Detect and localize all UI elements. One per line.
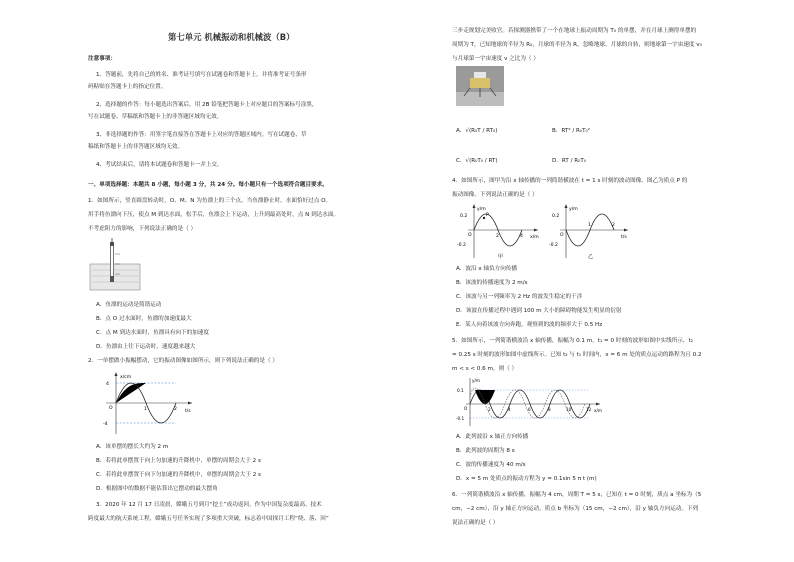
q2-tick: 2 xyxy=(174,407,177,412)
q5-xlabel: x/m xyxy=(594,408,602,413)
q6-line: 说法正确的是（ ） xyxy=(452,520,499,526)
q1-option: C．点 M 到达水面时，鱼漂具有向下的加速度 xyxy=(96,330,209,336)
q2-option: C．若将此单摆置于向下匀加速的升降机中，单摆的周期会大于 2 s xyxy=(96,472,261,478)
q5-tick: 6 xyxy=(528,407,531,412)
q3-line: 3．2020 年 12 月 17 日凌晨，嫦娥五号到月“挖土”成功返回。作为中国复杂度最高、技术 xyxy=(96,502,322,508)
notice-line: 4、考试结束后，请将本试题卷和答题卡一并上交。 xyxy=(96,162,223,168)
jia-tick: 4 xyxy=(520,234,523,239)
q2-option: D．根据图中的数据不能估算出它摆动的最大摆角 xyxy=(96,486,218,492)
notice-line: 2、选择题的作答：每小题选出答案后，用 2B 铅笔把答题卡上对应题目的答案标号涂黑， xyxy=(96,102,318,108)
q3-line: 三步走规划完美收官。若探测器携带了一个在地球上振动周期为 T₀ 的单摆，并在月球上测得单摆的 xyxy=(452,28,697,34)
q1-line: 1．如图所示，竖直圆盘转动时，O、M、N 为鱼漂上的三个点。当鱼漂静止时，水面恰好过点 O。 xyxy=(88,198,332,204)
q5-ymin: -0.1 xyxy=(456,416,465,421)
q4-option: C．该波与另一列频率为 2 Hz 的波发生稳定的干涉 xyxy=(456,294,583,300)
yi-ymax: 0.2 xyxy=(552,214,560,219)
yi-ymin: -0.2 xyxy=(549,243,558,248)
q2-ylabel: x/cm xyxy=(120,375,132,380)
yi-tick: 1 xyxy=(588,223,591,228)
q5-tick: 8 xyxy=(548,407,551,412)
q3-line: 周期为 T，已知地球的半径为 R₀，月球的半径为 R，忽略地球、月球的自转，则地球第一宇宙速度 v₀ xyxy=(452,42,702,48)
q2-oscillation-graph xyxy=(96,370,196,436)
q5-ymax: 0.1 xyxy=(457,388,464,393)
jia-tick: 2 xyxy=(496,234,499,239)
q2-tick: 1 xyxy=(144,407,147,412)
q1-option: A．鱼漂的运动是简谐运动 xyxy=(96,302,162,308)
yi-xlabel: t/s xyxy=(621,235,627,240)
jia-ymin: -0.2 xyxy=(457,243,466,248)
q4-option: E．某人向着该波方向奔跑，观察到的波的频率大于 0.5 Hz xyxy=(456,322,603,328)
q2-xlabel: t/s xyxy=(185,409,191,414)
q3-option: B．RT² / R₀T₀² xyxy=(552,128,591,134)
jia-ylabel: y/m xyxy=(477,207,486,212)
jia-ymax: 0.2 xyxy=(460,214,468,219)
q2-option: B．若将此单摆置于向上匀加速的升降机中，单摆的周期会大于 2 s xyxy=(96,458,261,464)
q3-line: 与月球第一宇宙速度 v 之比为（ ） xyxy=(452,56,539,62)
q5-line: m < s < 0.6 m，则（ ） xyxy=(452,366,518,372)
figure-yi-oscillation xyxy=(548,202,634,262)
q6-line: 6．一列简谐横波沿 x 轴传播，振幅为 4 cm，周期 T = 5 s，已知在 t = 0 时刻，质点 a 坐标为（5 xyxy=(452,492,702,498)
q5-ylabel: y/m xyxy=(472,378,480,383)
q4-option: A．波沿 x 轴负方向传播 xyxy=(456,266,518,272)
fishing-float-figure xyxy=(88,238,148,292)
section-heading: 一、单项选择题：本题共 8 小题，每小题 3 分，共 24 分。每小题只有一个选项符合题目要求。 xyxy=(88,182,328,188)
lander-photo xyxy=(456,66,504,106)
q5-option: B．此列波的周期为 8 s xyxy=(456,448,515,454)
figure-jia-wave xyxy=(454,202,544,262)
notice-line: 码粘贴在答题卡上的指定位置。 xyxy=(88,84,167,90)
q1-line: 不考虑阻力的影响，下列说法正确的是（ ） xyxy=(88,226,197,232)
q2-ymin: -4 xyxy=(103,422,108,427)
page-title: 第七单元 机械振动和机械波（B） xyxy=(168,32,295,42)
notice-line: 3、非选择题的作答：用签字笔直接答在答题卡上对应的答题区域内。写在试题卷、草 xyxy=(96,132,307,138)
jia-caption: 甲 xyxy=(498,254,504,260)
q5-wave-figure xyxy=(456,376,606,428)
q1-option: D．鱼漂由上往下运动时，速度越来越大 xyxy=(96,344,196,350)
notice-line: 写在试题卷、草稿纸和答题卡上的非答题区域均无效。 xyxy=(88,114,223,120)
q5-tick: 2 xyxy=(488,407,491,412)
q3-option: A．√(R₀T / RT₀) xyxy=(456,128,498,134)
q2-origin: O xyxy=(109,406,113,411)
notice-heading: 注意事项： xyxy=(88,56,116,62)
yi-caption: 乙 xyxy=(588,254,594,260)
q5-line: = 0.25 s 时刻的波形如图中虚线所示。已知 t₂ 与 t₁ 时间内，x = 6 m 处的质点运动的路程为且 0.2 xyxy=(452,352,702,358)
jia-point: P xyxy=(486,213,489,218)
q4-line: 振动图像。下列说法正确的是（ ） xyxy=(452,192,538,198)
q5-line: 5．如图所示，一列简谐横波沿 x 轴传播，振幅为 0.1 m，t₁ = 0 时刻的波形如图中实线所示，t₂ xyxy=(452,338,693,344)
q5-option: A．此列波沿 x 轴正方向传播 xyxy=(456,434,529,440)
q5-option: C．波的传播速度为 40 m/s xyxy=(456,462,526,468)
yi-origin: O xyxy=(560,233,564,238)
q3-option: D．RT / R₀T₀ xyxy=(552,158,587,164)
q1-line: 用手将鱼漂向下压，使点 M 到达水面，松手后，鱼漂会上下运动，上升到最高处时，点 N 到达水面。 xyxy=(88,212,340,218)
jia-origin: O xyxy=(468,233,472,238)
q5-tick: 10 xyxy=(566,407,572,412)
q4-option: B．该波的传播速度为 2 m/s xyxy=(456,280,528,286)
yi-tick: 2 xyxy=(612,223,615,228)
q3-option: C．√(R₀T₀ / RT) xyxy=(456,158,498,164)
q5-tick: 4 xyxy=(508,407,511,412)
q2-ymax: 4 xyxy=(106,382,109,387)
q3-line: 跨度最大的航天系统工程，嫦娥五号任务实现了多项重大突破，标志着中国探月工程“绕、落、回” xyxy=(88,516,329,522)
q6-line: cm，−2 cm），沿 y 轴正方向运动，质点 b 坐标为（15 cm，−2 cm），沿 y 轴负方向运动。下列 xyxy=(452,506,699,512)
q1-option: B．点 O 过水面时，鱼漂的加速度最大 xyxy=(96,316,192,322)
yi-ylabel: y/m xyxy=(569,207,578,212)
jia-xlabel: x/m xyxy=(530,235,539,240)
q5-option: D．x = 5 m 处质点的振动方程为 y = 0.1sin 5 π t (m) xyxy=(456,476,597,482)
notice-line: 1、答题前，先将自己的姓名、准考证号填写在试题卷和答题卡上，并将准考证号条形 xyxy=(96,72,307,78)
q4-option: D．该波在传播过程中遇到 100 m 大小的障碍物能发生明显的衍射 xyxy=(456,308,622,314)
notice-line: 稿纸和答题卡上的非答题区域均无效。 xyxy=(88,144,184,150)
q2-option: A．该单摆的摆长大约为 2 m xyxy=(96,444,169,450)
q2-line: 2．一单摆做小振幅摆动，它的振动图像如图所示，则下列说法正确的是（ ） xyxy=(88,358,278,364)
q5-tick: 12 xyxy=(586,407,592,412)
q4-line: 4．如图所示，图甲为沿 x 轴传播的一列简谐横波在 t = 1 s 时刻的波动图像，图乙为质点 P 的 xyxy=(452,178,688,184)
q5-origin: O xyxy=(464,406,468,411)
